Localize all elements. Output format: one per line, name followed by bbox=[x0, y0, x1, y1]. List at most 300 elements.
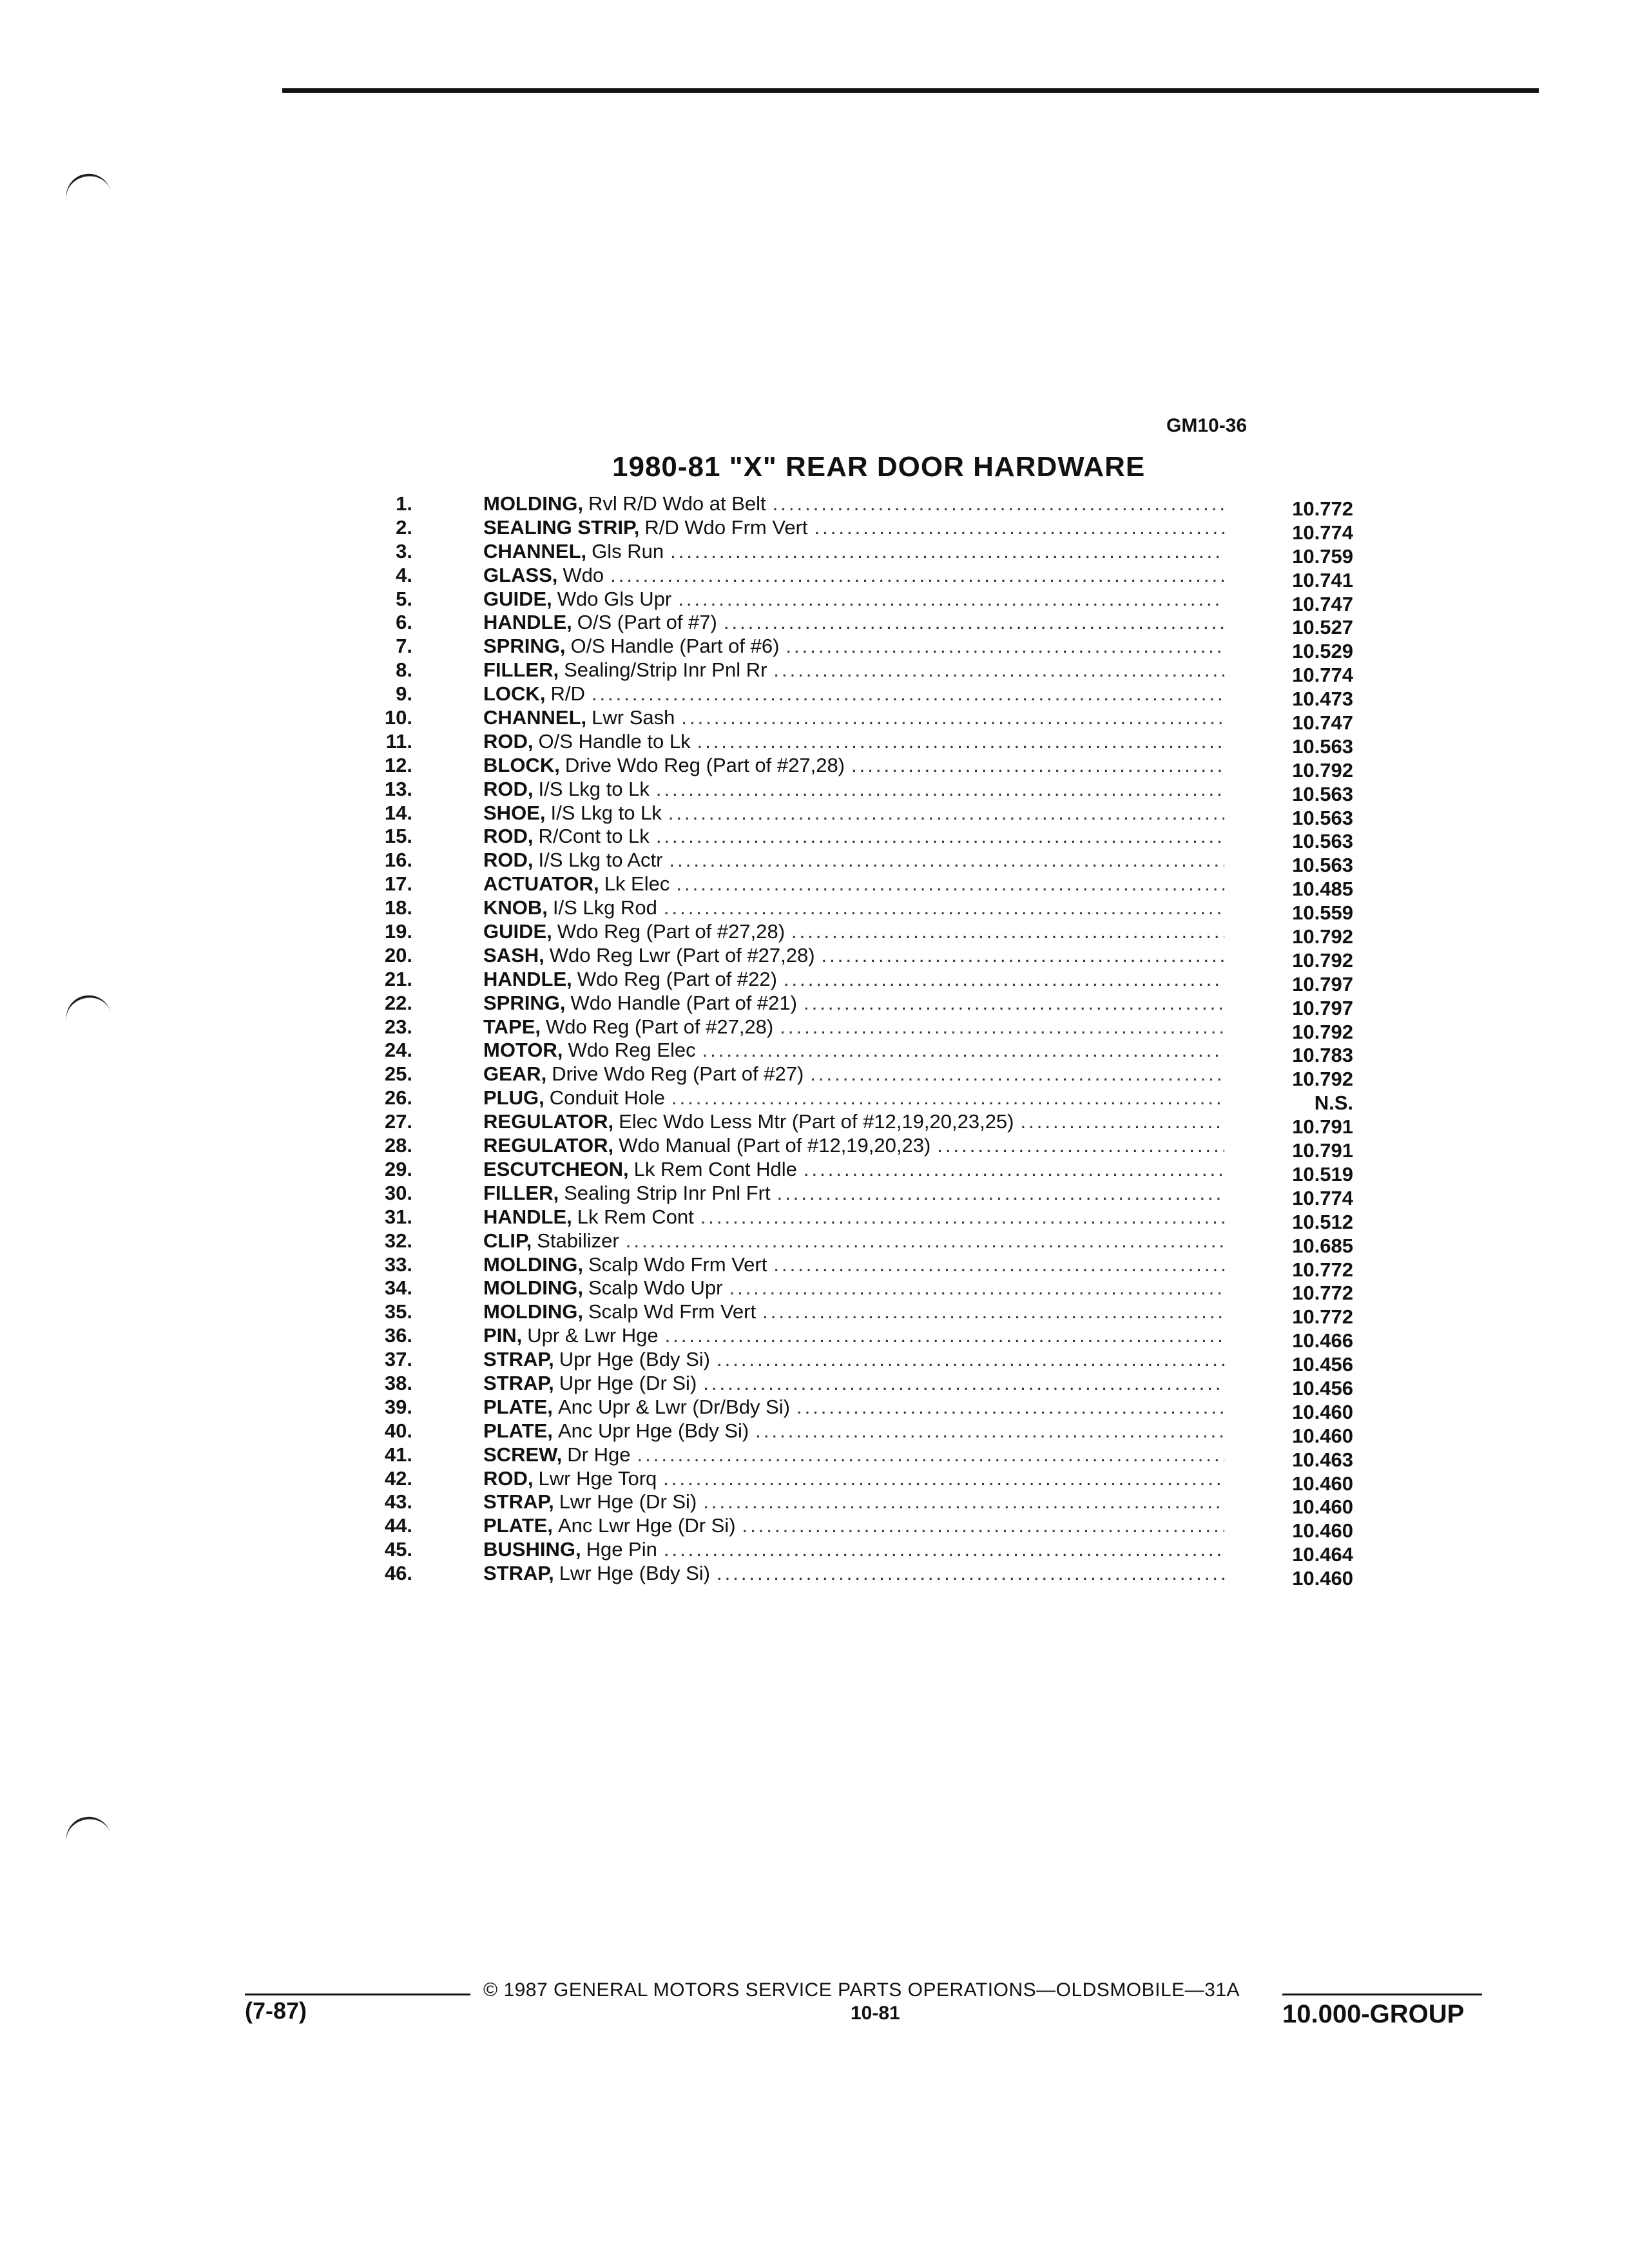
part-row bbox=[361, 1324, 1392, 1352]
group-number: 10.563 bbox=[1292, 854, 1353, 877]
part-detail: Lwr Hge (Bdy Si) bbox=[559, 1562, 710, 1585]
part-name: GUIDE, bbox=[483, 587, 552, 610]
part-row bbox=[361, 1443, 1392, 1471]
part-row bbox=[361, 1562, 1392, 1590]
group-number: 10.747 bbox=[1292, 711, 1353, 735]
part-name: PLATE, bbox=[483, 1514, 553, 1537]
part-row bbox=[361, 706, 1392, 735]
leader-dots bbox=[657, 1467, 1224, 1490]
part-detail: Anc Lwr Hge (Dr Si) bbox=[557, 1514, 736, 1537]
group-number: 10.772 bbox=[1292, 1305, 1353, 1329]
part-number: 36. bbox=[384, 1324, 412, 1347]
group-number: 10.460 bbox=[1292, 1400, 1353, 1423]
part-name: SASH, bbox=[483, 943, 545, 966]
part-number: 43. bbox=[384, 1490, 412, 1514]
part-number: 3. bbox=[396, 539, 412, 562]
part-row bbox=[361, 1015, 1392, 1043]
part-row bbox=[361, 1490, 1392, 1519]
part-name: ESCUTCHEON, bbox=[483, 1157, 629, 1180]
part-detail: Lk Rem Cont bbox=[577, 1205, 694, 1228]
group-number: 10.460 bbox=[1292, 1519, 1353, 1542]
part-description bbox=[483, 1514, 1224, 1537]
group-number: 10.791 bbox=[1292, 1139, 1353, 1162]
part-number: 44. bbox=[384, 1514, 412, 1537]
part-detail: Rvl R/D Wdo at Belt bbox=[588, 492, 766, 515]
part-detail: I/S Lkg to Lk bbox=[538, 777, 650, 800]
part-number: 41. bbox=[384, 1443, 412, 1466]
part-detail: Upr Hge (Bdy Si) bbox=[559, 1348, 710, 1371]
group-number: 10.774 bbox=[1292, 521, 1353, 544]
part-row bbox=[361, 587, 1392, 615]
document-code: GM10-36 bbox=[1166, 415, 1248, 436]
part-number: 21. bbox=[384, 967, 412, 990]
part-row bbox=[361, 563, 1392, 591]
part-name: STRAP, bbox=[483, 1348, 554, 1371]
part-description bbox=[483, 825, 1224, 848]
leader-dots bbox=[671, 588, 1224, 611]
part-name: PLATE, bbox=[483, 1419, 553, 1442]
leader-dots bbox=[650, 825, 1224, 848]
leader-dots bbox=[659, 1324, 1224, 1347]
part-name: ROD, bbox=[483, 729, 534, 753]
part-number: 17. bbox=[384, 872, 412, 896]
part-detail: Wdo Handle (Part of #21) bbox=[570, 991, 797, 1014]
part-name: MOLDING, bbox=[483, 492, 583, 515]
part-number: 7. bbox=[396, 635, 412, 658]
part-detail: Sealing Strip Inr Pnl Frt bbox=[564, 1181, 771, 1204]
leader-dots bbox=[604, 564, 1224, 587]
part-number: 30. bbox=[384, 1181, 412, 1204]
part-detail: I/S Lkg Rod bbox=[552, 896, 657, 919]
part-description bbox=[483, 1062, 1224, 1086]
part-number: 11. bbox=[385, 729, 412, 753]
part-name: HANDLE, bbox=[483, 611, 572, 634]
part-name: REGULATOR, bbox=[483, 1110, 614, 1133]
part-description bbox=[483, 1229, 1224, 1253]
group-number: 10.512 bbox=[1292, 1210, 1353, 1233]
part-description bbox=[483, 1372, 1224, 1395]
part-description bbox=[483, 635, 1224, 658]
part-row bbox=[361, 777, 1392, 805]
part-detail: Wdo Reg (Part of #27,28) bbox=[546, 1015, 774, 1038]
part-row bbox=[361, 1134, 1392, 1162]
leader-dots bbox=[815, 944, 1224, 967]
part-number: 18. bbox=[384, 896, 412, 919]
part-number: 2. bbox=[396, 515, 412, 539]
part-detail: I/S Lkg to Lk bbox=[550, 801, 662, 824]
part-row bbox=[361, 1253, 1392, 1281]
part-name: MOLDING, bbox=[483, 1300, 583, 1323]
part-description bbox=[483, 920, 1224, 943]
group-number: 10.563 bbox=[1292, 830, 1353, 853]
part-description bbox=[483, 944, 1224, 967]
part-description bbox=[483, 1158, 1224, 1181]
part-description bbox=[483, 564, 1224, 587]
group-number: 10.791 bbox=[1292, 1115, 1353, 1139]
leader-dots bbox=[691, 730, 1224, 753]
part-detail: Dr Hge bbox=[567, 1443, 631, 1466]
leader-dots bbox=[696, 1039, 1224, 1062]
part-description bbox=[483, 1253, 1224, 1276]
group-number: 10.774 bbox=[1292, 1186, 1353, 1209]
part-detail: Elec Wdo Less Mtr (Part of #12,19,20,23,25) bbox=[619, 1110, 1014, 1133]
part-name: STRAP, bbox=[483, 1562, 554, 1585]
part-row bbox=[361, 967, 1392, 995]
part-row bbox=[361, 1419, 1392, 1447]
part-name: LOCK, bbox=[483, 682, 546, 706]
leader-dots bbox=[631, 1443, 1225, 1466]
part-name: GUIDE, bbox=[483, 920, 552, 943]
part-name: TAPE, bbox=[483, 1015, 541, 1038]
part-row bbox=[361, 539, 1392, 568]
part-name: SEALING STRIP, bbox=[483, 515, 640, 539]
part-description bbox=[483, 658, 1224, 682]
top-rule bbox=[282, 88, 1539, 93]
group-number: 10.519 bbox=[1292, 1162, 1353, 1186]
footer-rule-right bbox=[1282, 1994, 1482, 1995]
part-row bbox=[361, 1371, 1392, 1399]
part-name: GLASS, bbox=[483, 563, 558, 586]
leader-dots bbox=[777, 968, 1224, 991]
leader-dots bbox=[722, 1276, 1224, 1300]
group-number: 10.797 bbox=[1292, 996, 1353, 1019]
part-description bbox=[483, 849, 1224, 872]
part-description bbox=[483, 1300, 1224, 1323]
punch-hole-mark bbox=[62, 991, 112, 1028]
part-row bbox=[361, 1466, 1392, 1495]
part-number: 6. bbox=[396, 611, 412, 634]
group-number: N.S. bbox=[1314, 1091, 1353, 1115]
part-name: SPRING, bbox=[483, 991, 566, 1014]
leader-dots bbox=[664, 540, 1224, 563]
part-row bbox=[361, 1110, 1392, 1139]
part-detail: R/D bbox=[550, 682, 585, 706]
group-number: 10.797 bbox=[1292, 972, 1353, 995]
part-detail: Wdo bbox=[563, 563, 604, 586]
part-number: 39. bbox=[384, 1395, 412, 1418]
group-number: 10.463 bbox=[1292, 1448, 1353, 1471]
part-description bbox=[483, 1039, 1224, 1062]
part-detail: O/S Handle (Part of #6) bbox=[570, 635, 780, 658]
part-number: 8. bbox=[396, 658, 412, 682]
part-description bbox=[483, 1134, 1224, 1157]
footer-copyright: © 1987 GENERAL MOTORS SERVICE PARTS OPERATIONS—OLDSMOBILE—31A bbox=[483, 1979, 1240, 2001]
part-number: 19. bbox=[384, 920, 412, 943]
group-number: 10.783 bbox=[1292, 1044, 1353, 1067]
part-description bbox=[483, 1348, 1224, 1371]
leader-dots bbox=[749, 1419, 1224, 1443]
part-detail: R/D Wdo Frm Vert bbox=[644, 515, 808, 539]
part-number: 26. bbox=[384, 1086, 412, 1110]
part-name: ACTUATOR, bbox=[483, 872, 599, 896]
part-description bbox=[483, 730, 1224, 753]
part-description bbox=[483, 492, 1224, 515]
part-description bbox=[483, 992, 1224, 1015]
part-name: CHANNEL, bbox=[483, 539, 587, 562]
part-row bbox=[361, 635, 1392, 663]
part-detail: Upr & Lwr Hge bbox=[527, 1324, 659, 1347]
part-description bbox=[483, 1419, 1224, 1443]
part-name: KNOB, bbox=[483, 896, 548, 919]
part-row bbox=[361, 1181, 1392, 1209]
part-row bbox=[361, 920, 1392, 948]
part-row bbox=[361, 896, 1392, 925]
leader-dots bbox=[710, 1562, 1224, 1585]
leader-dots bbox=[662, 849, 1224, 872]
group-number: 10.741 bbox=[1292, 568, 1353, 591]
part-detail: Lwr Hge (Dr Si) bbox=[559, 1490, 697, 1514]
group-number: 10.747 bbox=[1292, 592, 1353, 615]
part-name: PLATE, bbox=[483, 1395, 553, 1418]
part-number: 27. bbox=[384, 1110, 412, 1133]
part-row bbox=[361, 1348, 1392, 1376]
leader-dots bbox=[756, 1300, 1224, 1323]
part-description bbox=[483, 968, 1224, 991]
leader-dots bbox=[797, 1158, 1224, 1181]
part-number: 32. bbox=[384, 1229, 412, 1252]
part-description bbox=[483, 1276, 1224, 1300]
leader-dots bbox=[785, 920, 1224, 943]
group-number: 10.563 bbox=[1292, 782, 1353, 805]
group-number: 10.792 bbox=[1292, 925, 1353, 948]
part-name: ROD, bbox=[483, 849, 534, 872]
part-name: CHANNEL, bbox=[483, 706, 587, 729]
punch-hole-mark bbox=[62, 169, 112, 207]
part-row bbox=[361, 1300, 1392, 1329]
leader-dots bbox=[767, 1253, 1224, 1276]
part-number: 29. bbox=[384, 1157, 412, 1180]
part-name: SCREW, bbox=[483, 1443, 563, 1466]
group-number: 10.772 bbox=[1292, 1258, 1353, 1281]
punch-hole-mark bbox=[62, 1812, 112, 1850]
part-number: 34. bbox=[384, 1276, 412, 1300]
part-name: REGULATOR, bbox=[483, 1134, 614, 1157]
part-name: PIN, bbox=[483, 1324, 523, 1347]
part-name: ROD, bbox=[483, 777, 534, 800]
part-detail: Lk Elec bbox=[604, 872, 670, 896]
part-row bbox=[361, 682, 1392, 711]
leader-dots bbox=[804, 1062, 1224, 1086]
part-description bbox=[483, 896, 1224, 919]
group-number: 10.460 bbox=[1292, 1495, 1353, 1519]
part-detail: R/Cont to Lk bbox=[538, 825, 650, 848]
part-detail: Scalp Wd Frm Vert bbox=[588, 1300, 757, 1323]
leader-dots bbox=[771, 1182, 1224, 1205]
part-description bbox=[483, 1206, 1224, 1229]
part-name: SPRING, bbox=[483, 635, 566, 658]
part-row bbox=[361, 801, 1392, 829]
part-row bbox=[361, 991, 1392, 1019]
leader-dots bbox=[670, 872, 1224, 896]
part-row bbox=[361, 1157, 1392, 1186]
part-number: 24. bbox=[384, 1039, 412, 1062]
group-number: 10.772 bbox=[1292, 497, 1353, 520]
part-number: 13. bbox=[384, 777, 412, 800]
part-row bbox=[361, 729, 1392, 758]
part-description bbox=[483, 1538, 1224, 1561]
part-row bbox=[361, 658, 1392, 687]
leader-dots bbox=[930, 1134, 1224, 1157]
group-number: 10.563 bbox=[1292, 806, 1353, 829]
part-number: 33. bbox=[384, 1253, 412, 1276]
part-name: STRAP, bbox=[483, 1371, 554, 1394]
part-description bbox=[483, 1015, 1224, 1039]
part-detail: O/S (Part of #7) bbox=[577, 611, 717, 634]
part-detail: Hge Pin bbox=[586, 1538, 657, 1561]
part-row bbox=[361, 1538, 1392, 1566]
part-detail: Upr Hge (Dr Si) bbox=[559, 1371, 697, 1394]
part-number: 28. bbox=[384, 1134, 412, 1157]
part-detail: Scalp Wdo Frm Vert bbox=[588, 1253, 767, 1276]
part-name: ROD, bbox=[483, 1466, 534, 1490]
part-detail: Wdo Reg Elec bbox=[568, 1039, 696, 1062]
leader-dots bbox=[675, 706, 1224, 729]
part-row bbox=[361, 943, 1392, 972]
part-row bbox=[361, 1276, 1392, 1305]
leader-dots bbox=[767, 658, 1224, 682]
part-number: 4. bbox=[396, 563, 412, 586]
part-number: 20. bbox=[384, 943, 412, 966]
part-number: 25. bbox=[384, 1062, 412, 1086]
group-number: 10.774 bbox=[1292, 664, 1353, 687]
part-row bbox=[361, 1205, 1392, 1233]
part-detail: Lwr Hge Torq bbox=[538, 1466, 657, 1490]
part-detail: Gls Run bbox=[592, 539, 664, 562]
group-number: 10.466 bbox=[1292, 1329, 1353, 1352]
part-number: 10. bbox=[384, 706, 412, 729]
part-row bbox=[361, 1086, 1392, 1115]
part-row bbox=[361, 515, 1392, 544]
part-number: 31. bbox=[384, 1205, 412, 1228]
group-number: 10.772 bbox=[1292, 1282, 1353, 1305]
leader-dots bbox=[773, 1015, 1224, 1039]
part-row bbox=[361, 1229, 1392, 1257]
leader-dots bbox=[650, 778, 1224, 801]
leader-dots bbox=[717, 611, 1224, 634]
group-number: 10.460 bbox=[1292, 1567, 1353, 1590]
part-name: ROD, bbox=[483, 825, 534, 848]
part-detail: Anc Upr & Lwr (Dr/Bdy Si) bbox=[557, 1395, 790, 1418]
part-description bbox=[483, 588, 1224, 611]
leader-dots bbox=[736, 1514, 1224, 1537]
page-title: 1980-81 "X" REAR DOOR HARDWARE bbox=[612, 451, 1146, 483]
part-detail: Wdo Reg (Part of #27,28) bbox=[557, 920, 786, 943]
part-number: 40. bbox=[384, 1419, 412, 1442]
part-description bbox=[483, 1110, 1224, 1133]
leader-dots bbox=[790, 1396, 1224, 1419]
leader-dots bbox=[766, 492, 1224, 515]
group-number: 10.456 bbox=[1292, 1353, 1353, 1376]
leader-dots bbox=[779, 635, 1224, 658]
part-name: CLIP, bbox=[483, 1229, 532, 1252]
leader-dots bbox=[619, 1229, 1224, 1253]
part-description bbox=[483, 1467, 1224, 1490]
part-detail: Anc Upr Hge (Bdy Si) bbox=[557, 1419, 749, 1442]
part-row bbox=[361, 849, 1392, 877]
part-name: STRAP, bbox=[483, 1490, 554, 1514]
group-number: 10.792 bbox=[1292, 948, 1353, 972]
part-name: SHOE, bbox=[483, 801, 546, 824]
part-description bbox=[483, 1562, 1224, 1585]
part-detail: Scalp Wdo Upr bbox=[588, 1276, 723, 1300]
leader-dots bbox=[657, 896, 1224, 919]
part-description bbox=[483, 778, 1224, 801]
group-number: 10.759 bbox=[1292, 544, 1353, 568]
part-row bbox=[361, 872, 1392, 901]
part-row bbox=[361, 1062, 1392, 1091]
part-name: FILLER, bbox=[483, 658, 559, 682]
part-name: PLUG, bbox=[483, 1086, 545, 1110]
part-number: 46. bbox=[384, 1562, 412, 1585]
part-detail: Stabilizer bbox=[537, 1229, 619, 1252]
leader-dots bbox=[662, 802, 1224, 825]
leader-dots bbox=[797, 992, 1224, 1015]
part-number: 23. bbox=[384, 1015, 412, 1038]
part-detail: Wdo Gls Upr bbox=[557, 587, 672, 610]
group-number: 10.529 bbox=[1292, 640, 1353, 663]
part-detail: Lk Rem Cont Hdle bbox=[633, 1157, 797, 1180]
part-row bbox=[361, 611, 1392, 639]
part-name: MOTOR, bbox=[483, 1039, 563, 1062]
part-row bbox=[361, 1039, 1392, 1067]
leader-dots bbox=[657, 1538, 1224, 1561]
part-number: 16. bbox=[384, 849, 412, 872]
part-name: MOLDING, bbox=[483, 1253, 583, 1276]
part-number: 22. bbox=[384, 991, 412, 1014]
part-row bbox=[361, 1395, 1392, 1423]
part-description bbox=[483, 682, 1224, 706]
part-number: 35. bbox=[384, 1300, 412, 1323]
part-number: 37. bbox=[384, 1348, 412, 1371]
footer-date: (7-87) bbox=[245, 1997, 307, 2024]
group-number: 10.792 bbox=[1292, 758, 1353, 782]
part-detail: Conduit Hole bbox=[549, 1086, 665, 1110]
part-name: HANDLE, bbox=[483, 967, 572, 990]
part-description bbox=[483, 1086, 1224, 1110]
part-description bbox=[483, 1182, 1224, 1205]
group-number: 10.456 bbox=[1292, 1376, 1353, 1399]
part-number: 9. bbox=[396, 682, 412, 706]
leader-dots bbox=[808, 516, 1224, 539]
part-detail: Wdo Manual (Part of #12,19,20,23) bbox=[619, 1134, 931, 1157]
part-number: 42. bbox=[384, 1466, 412, 1490]
leader-dots bbox=[697, 1490, 1224, 1514]
part-description bbox=[483, 540, 1224, 563]
part-detail: Drive Wdo Reg (Part of #27) bbox=[552, 1062, 804, 1086]
part-description bbox=[483, 1490, 1224, 1514]
part-row bbox=[361, 753, 1392, 782]
parts-list bbox=[361, 492, 1392, 1590]
part-number: 12. bbox=[384, 753, 412, 776]
group-number: 10.485 bbox=[1292, 878, 1353, 901]
part-description bbox=[483, 1324, 1224, 1347]
footer-rule-left bbox=[245, 1994, 470, 1995]
group-number: 10.685 bbox=[1292, 1234, 1353, 1257]
part-name: GEAR, bbox=[483, 1062, 547, 1086]
part-detail: Lwr Sash bbox=[592, 706, 675, 729]
part-description bbox=[483, 516, 1224, 539]
part-description bbox=[483, 1443, 1224, 1466]
part-number: 5. bbox=[396, 587, 412, 610]
part-name: FILLER, bbox=[483, 1181, 559, 1204]
group-number: 10.460 bbox=[1292, 1472, 1353, 1495]
part-number: 38. bbox=[384, 1371, 412, 1394]
part-number: 14. bbox=[384, 801, 412, 824]
part-description bbox=[483, 754, 1224, 777]
part-name: BUSHING, bbox=[483, 1538, 581, 1561]
part-row bbox=[361, 825, 1392, 853]
part-description bbox=[483, 611, 1224, 634]
